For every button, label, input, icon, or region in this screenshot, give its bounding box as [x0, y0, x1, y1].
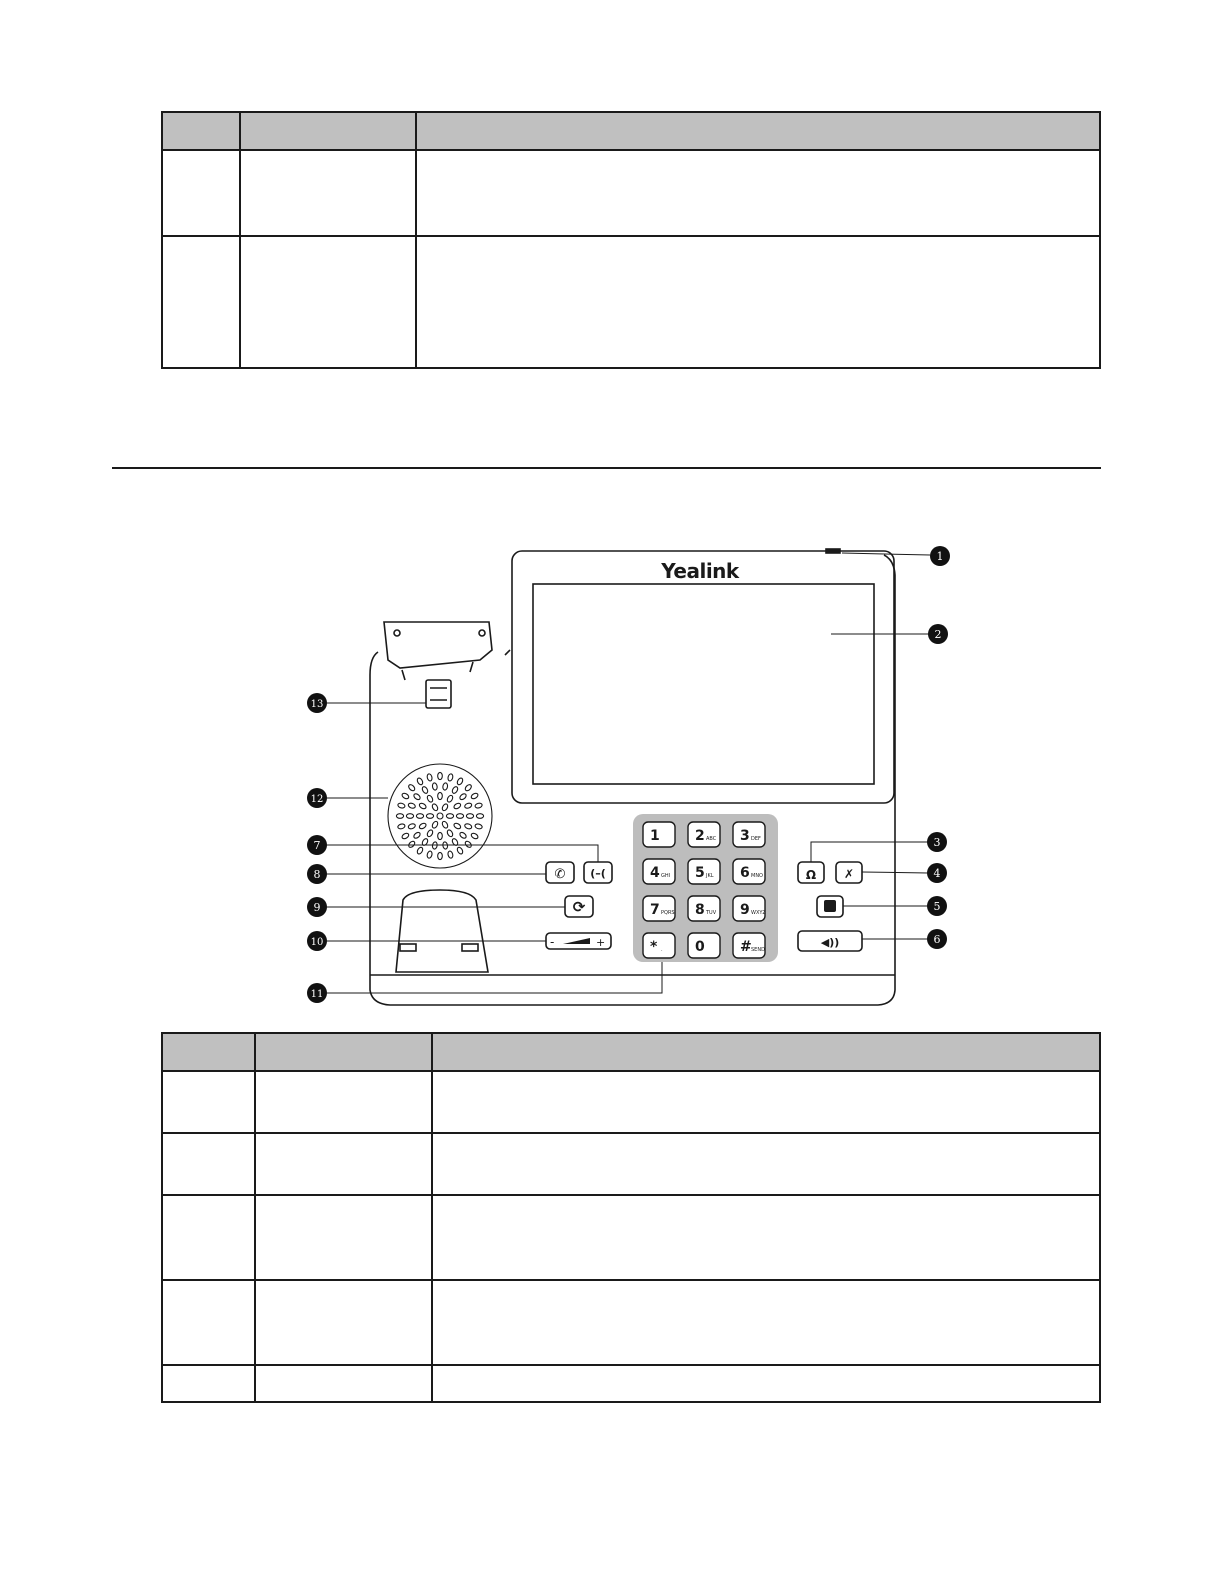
speaker-hole: [451, 786, 459, 795]
hookswitch: [384, 622, 492, 668]
speaker-hole: [413, 831, 421, 839]
table-cell: [255, 1195, 432, 1280]
keypad-key-12[interactable]: [733, 933, 765, 958]
keypad-key-9[interactable]: [733, 896, 766, 921]
speaker-hole: [466, 814, 473, 819]
svg-text:7: 7: [313, 839, 321, 852]
speaker-hole: [442, 783, 448, 791]
table-cell: [162, 1071, 255, 1133]
key-letters: PQRS: [661, 910, 675, 916]
speaker-hole: [464, 840, 472, 848]
speaker-hole: [441, 820, 449, 829]
svg-text:10: 10: [310, 937, 324, 948]
speaker-hole: [456, 846, 464, 855]
svg-text:5: 5: [933, 900, 941, 913]
callout-2: [928, 624, 948, 644]
speaker-hole: [401, 792, 410, 800]
speaker-hole: [408, 802, 416, 809]
keypad-key-2[interactable]: [688, 822, 720, 847]
table-cell: [432, 1071, 1100, 1133]
keypad-key-10[interactable]: [643, 933, 675, 958]
speaker-hole: [459, 793, 467, 801]
callout-3: [927, 832, 947, 852]
table-cell: [162, 150, 240, 236]
speaker-hole: [464, 802, 472, 809]
header-cell: [432, 1033, 1100, 1071]
bottom-table: [161, 1032, 1101, 1403]
speaker-hole: [416, 777, 424, 786]
transfer-icon: ⟳: [572, 898, 586, 916]
key-digit: 2: [695, 828, 705, 844]
key-letters: JKL: [706, 873, 714, 879]
speaker-hole: [456, 777, 464, 786]
key-letters: DEF: [751, 836, 761, 842]
key-letters: GHI: [661, 873, 671, 879]
phone-hardware-diagram: [300, 540, 960, 1010]
header-cell: [240, 112, 416, 150]
key-digit: 1: [650, 828, 660, 844]
table-cell: [432, 1195, 1100, 1280]
table-cell: [240, 236, 416, 368]
handset-icon: ✆: [554, 867, 566, 882]
svg-text:9: 9: [313, 901, 321, 914]
svg-text:4: 4: [933, 867, 941, 880]
speaker-hole: [446, 814, 453, 819]
table-cell: [162, 1133, 255, 1195]
callout-13: [307, 693, 327, 713]
key-digit: 8: [695, 902, 705, 918]
table-cell: [255, 1071, 432, 1133]
key-letters: ABC: [706, 836, 717, 842]
speaker-hole: [438, 832, 443, 839]
header-cell: [255, 1033, 432, 1071]
speaker-hole: [464, 784, 472, 792]
section-divider: [112, 467, 1101, 469]
key-letters: MNO: [751, 873, 763, 879]
speaker-hole: [426, 829, 434, 838]
speaker-hole: [470, 792, 479, 800]
table-cell: [162, 1365, 255, 1402]
speaker-hole: [438, 852, 443, 859]
speaker-hole: [421, 786, 429, 795]
handset-tab: [426, 680, 451, 708]
key-letters: TUV: [706, 910, 717, 916]
speaker-hole: [446, 829, 454, 838]
volume-minus: -: [550, 935, 555, 949]
speaker-hole: [426, 814, 433, 819]
table-cell: [432, 1365, 1100, 1402]
volume-plus: +: [596, 936, 606, 949]
callout-11: [307, 983, 327, 1003]
speaker-hole: [459, 831, 467, 839]
speaker-hole: [416, 846, 424, 855]
touch-screen: [533, 584, 874, 784]
power-led: [826, 549, 840, 553]
display-frame: [512, 551, 894, 803]
speaker-hole: [438, 792, 443, 799]
speaker-hole: [408, 784, 416, 792]
callout-5: [927, 896, 947, 916]
speaker-hole: [431, 820, 439, 829]
speaker-hole: [418, 802, 427, 810]
table-row: [162, 1280, 1100, 1365]
speaker-hole: [437, 813, 443, 819]
speaker-hole: [432, 783, 438, 791]
table-row: [162, 1365, 1100, 1402]
key-digit: 5: [695, 865, 705, 881]
table-cell: [432, 1280, 1100, 1365]
callout-10: [307, 931, 327, 951]
mute-icon: ✗: [843, 867, 855, 881]
speaker-hole: [438, 772, 443, 779]
speaker-hole: [453, 802, 462, 810]
keypad-key-3[interactable]: [733, 822, 765, 847]
callout-1: [930, 546, 950, 566]
key-digit: #: [740, 939, 752, 955]
table-cell: [162, 1195, 255, 1280]
keypad-key-4[interactable]: [643, 859, 675, 884]
keypad-key-7[interactable]: [643, 896, 675, 921]
svg-text:2: 2: [934, 628, 942, 641]
callout-8: [307, 864, 327, 884]
table-header-row: [162, 1033, 1100, 1071]
speaker-hole: [426, 773, 432, 781]
keypad-key-11[interactable]: [688, 933, 720, 958]
svg-text:12: 12: [310, 794, 324, 805]
teams-icon: [824, 900, 836, 912]
speaker-hole: [475, 823, 483, 829]
speaker-hole: [413, 793, 421, 801]
speaker-hole: [446, 794, 454, 803]
top-table: [161, 111, 1101, 369]
table-header-row: [162, 112, 1100, 150]
header-cell: [162, 1033, 255, 1071]
speaker-grille: [388, 764, 492, 868]
table-cell: [255, 1365, 432, 1402]
speaker-hole: [397, 823, 405, 829]
svg-text:1: 1: [936, 550, 944, 563]
key-digit: 9: [740, 902, 750, 918]
table-row: [162, 1071, 1100, 1133]
speaker-hole: [408, 823, 416, 830]
speaker-icon: ◀)): [820, 936, 840, 949]
keypad-key-5[interactable]: [688, 859, 720, 884]
speaker-hole: [408, 840, 416, 848]
speaker-hole: [426, 794, 434, 803]
table-cell: [255, 1133, 432, 1195]
speaker-hole: [418, 822, 427, 830]
table-cell: [255, 1280, 432, 1365]
speaker-hole: [401, 832, 410, 840]
speaker-hole: [456, 814, 463, 819]
keypad-key-6[interactable]: [733, 859, 765, 884]
svg-text:8: 8: [313, 868, 321, 881]
key-digit: 7: [650, 902, 660, 918]
headset-icon: Ω: [805, 868, 817, 882]
speaker-hole: [397, 802, 405, 808]
speaker-hole: [476, 814, 483, 819]
speaker-hole: [441, 803, 449, 812]
callout-9: [307, 897, 327, 917]
speaker-hole: [431, 803, 439, 812]
table-cell: [416, 236, 1100, 368]
key-letters: WXYZ: [751, 910, 766, 916]
keypad-key-1[interactable]: [643, 822, 675, 847]
table-cell: [416, 150, 1100, 236]
key-letters: SEND: [751, 947, 765, 953]
table-row: [162, 236, 1100, 368]
keypad-key-8[interactable]: [688, 896, 720, 921]
callout-4: [927, 863, 947, 883]
key-digit: 4: [650, 865, 660, 881]
callout-leaders: [326, 553, 930, 993]
table-cell: [162, 236, 240, 368]
speaker-hole: [464, 823, 472, 830]
key-letters: .: [661, 947, 663, 953]
table-row: [162, 1133, 1100, 1195]
table-row: [162, 150, 1100, 236]
speaker-hole: [447, 851, 453, 859]
svg-text:6: 6: [933, 933, 941, 946]
key-digit: 6: [740, 865, 750, 881]
key-digit: *: [650, 939, 658, 955]
key-digit: 3: [740, 828, 750, 844]
svg-text:3: 3: [933, 836, 941, 849]
redial-icon: (–(: [590, 867, 606, 880]
speaker-hole: [416, 814, 423, 819]
speaker-hole: [406, 814, 413, 819]
speaker-hole: [447, 773, 453, 781]
callout-12: [307, 788, 327, 808]
table-cell: [432, 1133, 1100, 1195]
table-cell: [162, 1280, 255, 1365]
table-cell: [240, 150, 416, 236]
header-cell: [162, 112, 240, 150]
table-row: [162, 1195, 1100, 1280]
key-digit: 0: [695, 939, 705, 955]
callout-7: [307, 835, 327, 855]
callout-6: [927, 929, 947, 949]
handset-rest: [396, 890, 488, 972]
svg-text:13: 13: [310, 699, 324, 710]
brand-logo: Yealink: [661, 559, 739, 583]
svg-text:11: 11: [310, 989, 324, 1000]
speaker-hole: [470, 832, 479, 840]
speaker-hole: [426, 851, 432, 859]
speaker-hole: [453, 822, 462, 830]
header-cell: [416, 112, 1100, 150]
speaker-hole: [396, 814, 403, 819]
speaker-hole: [475, 802, 483, 808]
